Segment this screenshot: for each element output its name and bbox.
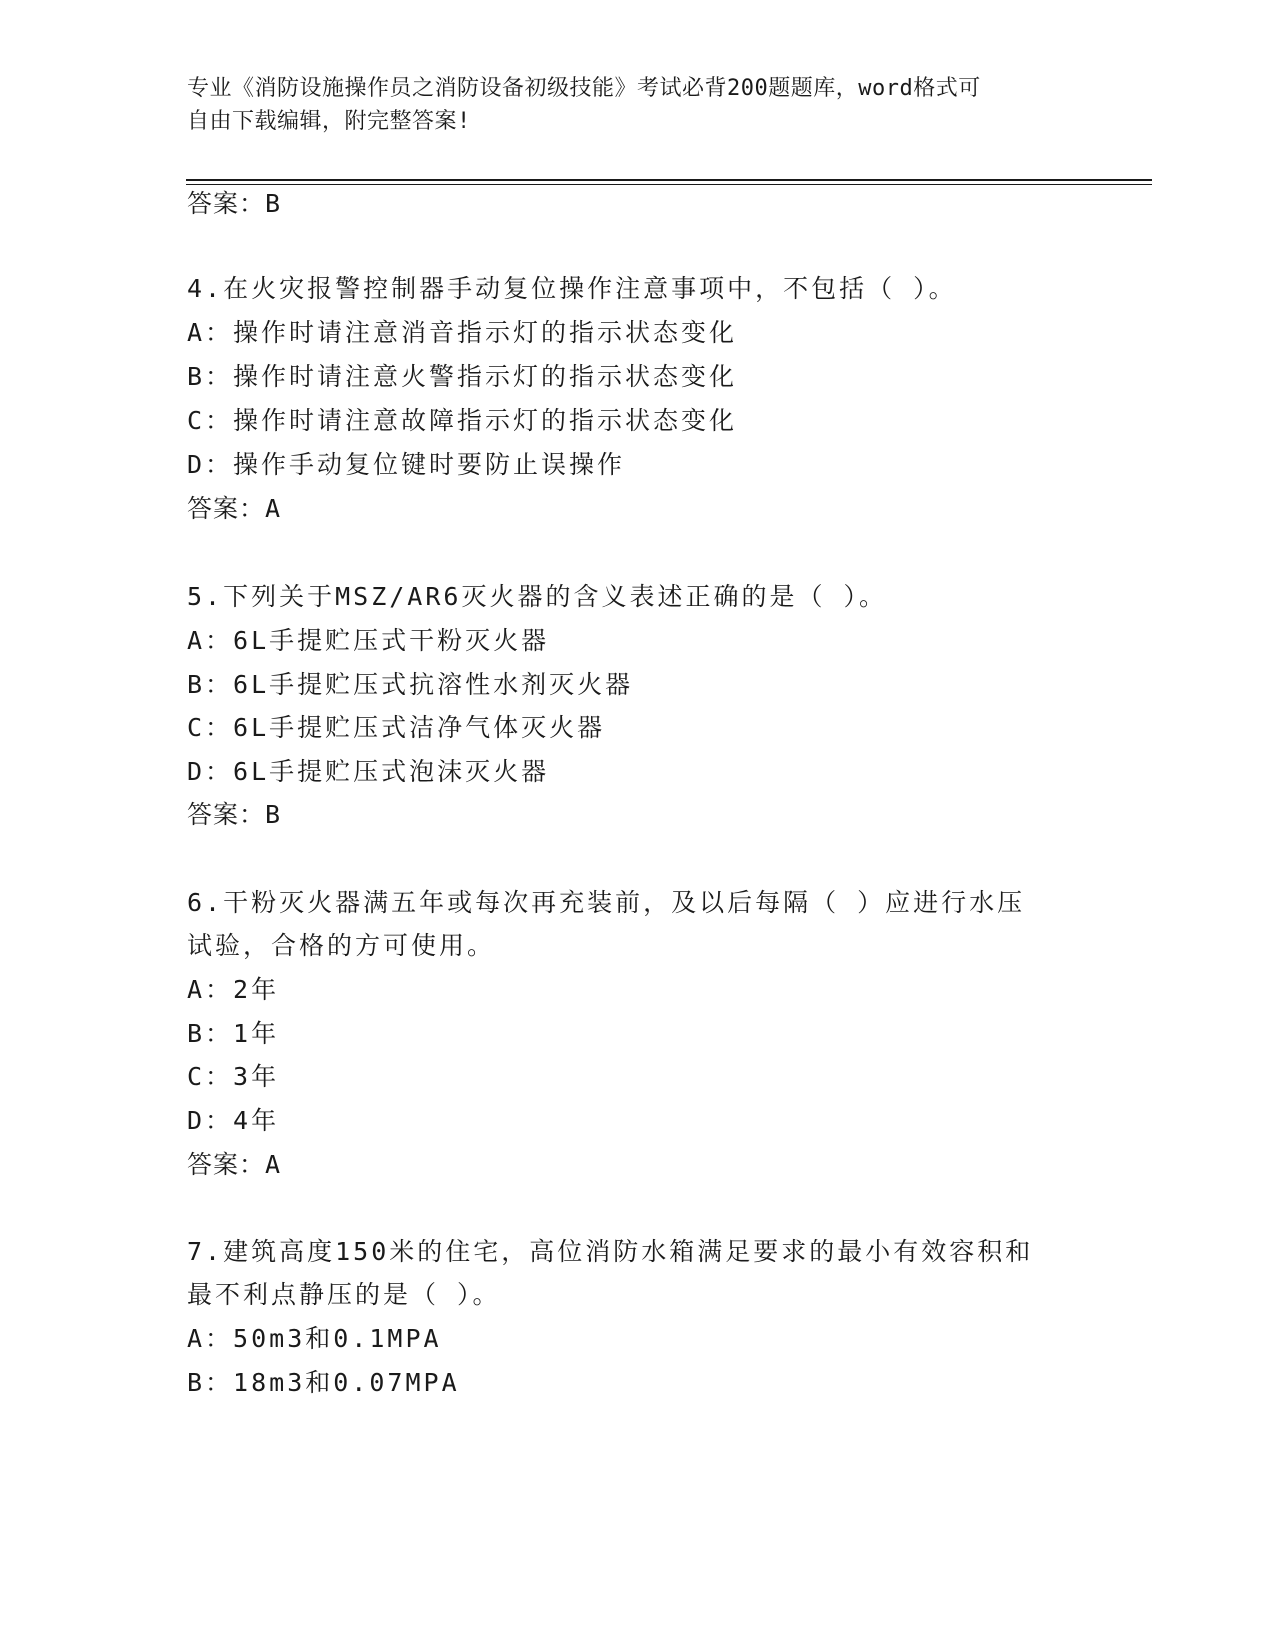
question-4-stem: 4.在火灾报警控制器手动复位操作注意事项中，不包括（ ）。 bbox=[187, 274, 957, 303]
question-4-option-c: C：操作时请注意故障指示灯的指示状态变化 bbox=[187, 406, 738, 435]
question-7-stem-line-1: 7.建筑高度150米的住宅，高位消防水箱满足要求的最小有效容积和 bbox=[187, 1237, 1034, 1266]
question-4-answer: 答案：A bbox=[187, 494, 282, 523]
question-5-answer: 答案：B bbox=[187, 800, 282, 829]
question-6-option-c: C：3年 bbox=[187, 1062, 280, 1091]
answer-previous: 答案：B bbox=[187, 189, 282, 218]
question-5-option-d: D：6L手提贮压式泡沫灭火器 bbox=[187, 757, 550, 786]
question-6-option-a: A：2年 bbox=[187, 975, 280, 1004]
header-divider-thick bbox=[186, 179, 1152, 181]
question-6-option-d: D：4年 bbox=[187, 1106, 280, 1135]
question-5-option-b: B：6L手提贮压式抗溶性水剂灭火器 bbox=[187, 670, 634, 699]
question-6-answer: 答案：A bbox=[187, 1150, 282, 1179]
question-4-option-b: B：操作时请注意火警指示灯的指示状态变化 bbox=[187, 362, 738, 391]
question-7-option-a: A：50m3和0.1MPA bbox=[187, 1324, 442, 1353]
question-5-option-a: A：6L手提贮压式干粉灭火器 bbox=[187, 626, 550, 655]
question-5-stem: 5.下列关于MSZ/AR6灭火器的含义表述正确的是（ ）。 bbox=[187, 582, 888, 611]
question-6-stem-line-2: 试验，合格的方可使用。 bbox=[187, 931, 496, 960]
question-6-option-b: B：1年 bbox=[187, 1019, 280, 1048]
question-4-option-a: A：操作时请注意消音指示灯的指示状态变化 bbox=[187, 318, 738, 347]
header-line-1: 专业《消防设施操作员之消防设备初级技能》考试必背200题题库，word格式可 bbox=[187, 76, 981, 101]
header-divider-thin bbox=[186, 184, 1152, 185]
header-line-2: 自由下载编辑，附完整答案! bbox=[187, 109, 471, 134]
document-header bbox=[187, 72, 1067, 138]
question-7-option-b: B：18m3和0.07MPA bbox=[187, 1368, 460, 1397]
question-7-stem-line-2: 最不利点静压的是（ ）。 bbox=[187, 1280, 501, 1309]
question-6-stem-line-1: 6.干粉灭火器满五年或每次再充装前，及以后每隔（ ）应进行水压 bbox=[187, 888, 1026, 917]
question-5-option-c: C：6L手提贮压式洁净气体灭火器 bbox=[187, 713, 606, 742]
question-4-option-d: D：操作手动复位键时要防止误操作 bbox=[187, 450, 626, 479]
